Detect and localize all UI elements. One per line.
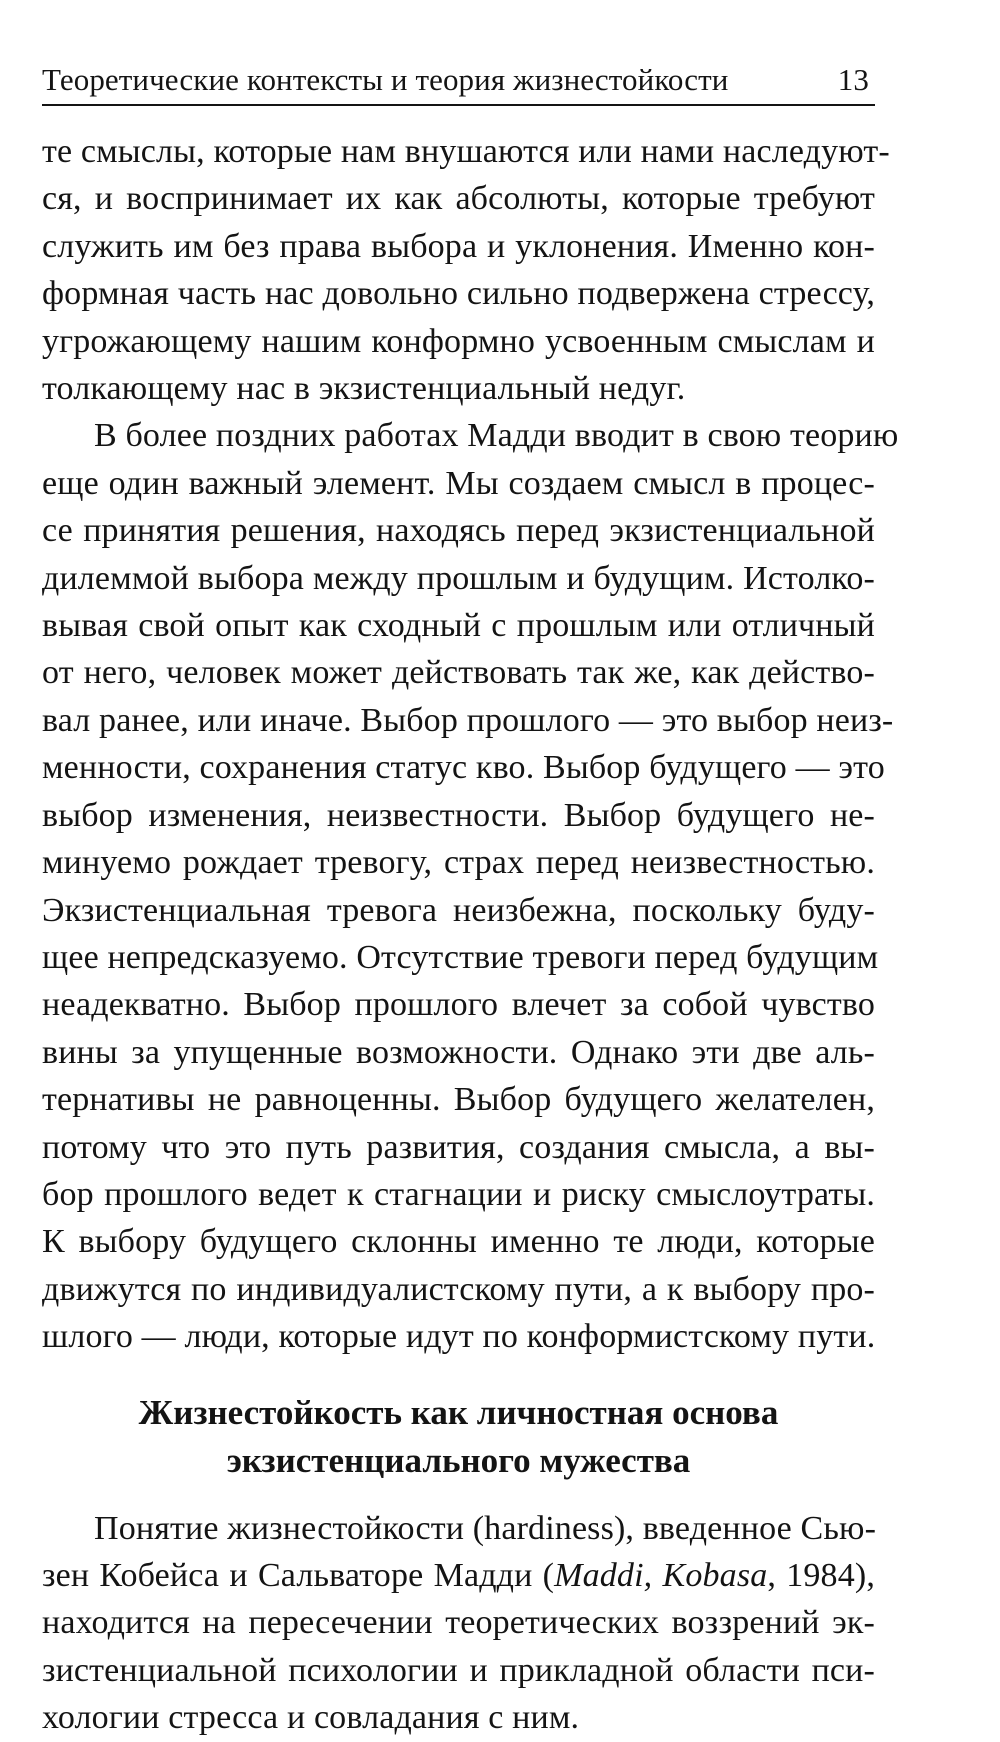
paragraph-1 bbox=[42, 128, 890, 412]
text-line: неадекватно. Выбор прошлого влечет за собой чувство bbox=[42, 986, 875, 1024]
text-line: хологии стресса и совладания с ним. bbox=[42, 1699, 580, 1737]
text-line: вал ранее, или иначе. Выбор прошлого — это выбор неиз- bbox=[42, 701, 894, 739]
text-line: толкающему нас в экзистенциальный недуг. bbox=[42, 370, 686, 408]
book-page bbox=[42, 62, 899, 1742]
heading-line: экзистенциального мужества bbox=[226, 1440, 691, 1480]
text-line-with-citation bbox=[42, 1552, 875, 1599]
text-line: зистенциальной психологии и прикладной области пси- bbox=[42, 1651, 875, 1689]
text-line: се принятия решения, находясь перед экзистенциальной bbox=[42, 512, 875, 550]
citation-authors: Maddi, Kobasa bbox=[554, 1556, 768, 1594]
section-heading bbox=[42, 1389, 875, 1485]
text-line: минуемо рождает тревогу, страх перед неизвестностью. bbox=[42, 844, 875, 882]
text-line: ся, и воспринимает их как абсолюты, которые требуют bbox=[42, 180, 875, 218]
text-line: вывая свой опыт как сходный с прошлым или отличный bbox=[42, 607, 875, 645]
text-line: угрожающему нашим конформно усвоенным смыслам и bbox=[42, 322, 875, 360]
text-line: Экзистенциальная тревога неизбежна, поскольку буду- bbox=[42, 891, 875, 929]
citation-lead-text: зен Кобейса и Сальваторе Мадди ( bbox=[42, 1556, 555, 1594]
heading-line: Жизнестойкость как личностная основа bbox=[138, 1392, 779, 1432]
text-line: формная часть нас довольно сильно подвержена стрессу, bbox=[42, 275, 875, 313]
page-number: 13 bbox=[837, 62, 869, 97]
text-line: вины за упущенные возможности. Однако эти две аль- bbox=[42, 1033, 875, 1071]
paragraph-3 bbox=[42, 1505, 875, 1742]
body-text bbox=[42, 128, 899, 1742]
text-line: дилеммой выбора между прошлым и будущим. Истолко- bbox=[42, 559, 875, 597]
text-line: находится на пересечении теоретических воззрений эк- bbox=[42, 1604, 875, 1642]
text-line: бор прошлого ведет к стагнации и риску смыслоутраты. bbox=[42, 1175, 875, 1213]
text-line: В более поздних работах Мадди вводит в свою теорию bbox=[94, 417, 899, 455]
text-line: еще один важный элемент. Мы создаем смысл в процес- bbox=[42, 464, 875, 502]
text-line: К выбору будущего склонны именно те люди, которые bbox=[42, 1223, 875, 1261]
text-line: от него, человек может действовать так же, как действо- bbox=[42, 654, 875, 692]
text-line: служить им без права выбора и уклонения. Именно кон- bbox=[42, 227, 875, 265]
text-line: Понятие жизнестойкости (hardiness), введенное Сью- bbox=[94, 1509, 877, 1547]
text-line: тернативы не равноценны. Выбор будущего желателен, bbox=[42, 1081, 875, 1119]
text-line: выбор изменения, неизвестности. Выбор будущего не- bbox=[42, 796, 875, 834]
text-line: движутся по индивидуалистскому пути, а к выбору про- bbox=[42, 1270, 875, 1308]
text-line: потому что это путь развития, создания смысла, а вы- bbox=[42, 1128, 875, 1166]
citation-year-text: , 1984), bbox=[767, 1556, 875, 1594]
running-header bbox=[42, 62, 875, 106]
text-line: те смыслы, которые нам внушаются или нами наследуют- bbox=[42, 133, 890, 170]
paragraph-2 bbox=[42, 412, 899, 1360]
text-line: менности, сохранения статус кво. Выбор будущего — это bbox=[42, 749, 885, 787]
text-line: шлого — люди, которые идут по конформистскому пути. bbox=[42, 1318, 876, 1356]
text-line: щее непредсказуемо. Отсутствие тревоги перед будущим bbox=[42, 938, 879, 976]
running-title: Теоретические контексты и теория жизнестойкости bbox=[42, 62, 729, 97]
